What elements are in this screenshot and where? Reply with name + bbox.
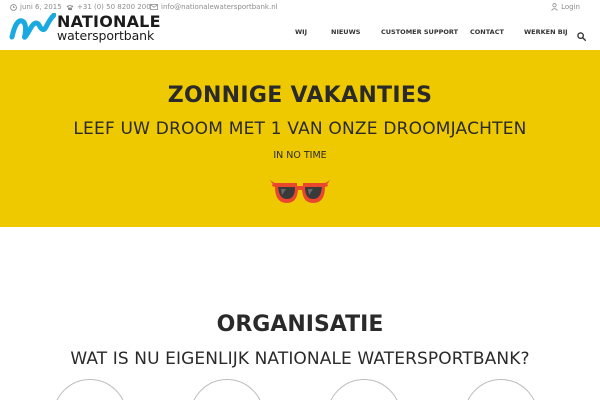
phone-info <box>66 3 151 11</box>
nav-customer-support[interactable]: CUSTOMER SUPPORT <box>381 28 459 36</box>
search-icon <box>577 32 586 41</box>
site-logo[interactable] <box>8 13 168 43</box>
phone-icon <box>66 4 74 11</box>
feature-circle[interactable] <box>464 379 538 400</box>
feature-circle[interactable] <box>53 379 127 400</box>
feature-circle[interactable] <box>190 379 264 400</box>
hero-banner <box>0 50 600 227</box>
hero-tagline: IN NO TIME <box>273 150 327 161</box>
clock-icon <box>10 4 17 11</box>
wave-logo-icon <box>8 13 56 43</box>
hero-subtitle: LEEF UW DROOM MET 1 VAN ONZE DROOMJACHTEN <box>73 119 527 139</box>
search-button[interactable] <box>577 26 586 45</box>
nav-contact[interactable]: CONTACT <box>470 28 504 36</box>
nav-nieuws[interactable]: NIEUWS <box>331 28 361 36</box>
hero-title: ZONNIGE VAKANTIES <box>167 83 433 108</box>
login-label: Login <box>561 3 580 11</box>
email-link[interactable]: info@nationalewatersportbank.nl <box>161 3 278 11</box>
section-subtitle: WAT IS NU EIGENLIJK NATIONALE WATERSPORTBANK? <box>70 349 530 369</box>
email-info <box>150 3 278 11</box>
logo-line-2: watersportbank <box>57 28 155 43</box>
feature-circle[interactable] <box>327 379 401 400</box>
envelope-icon <box>150 4 158 10</box>
date-text: juni 6, 2015 <box>20 3 62 11</box>
date-info <box>10 3 62 11</box>
login-link[interactable] <box>551 3 580 11</box>
phone-text[interactable]: +31 (0) 50 8200 200 <box>77 3 151 11</box>
user-icon <box>551 3 558 11</box>
nav-werken-bij[interactable]: WERKEN BIJ <box>524 28 568 36</box>
sunglasses-icon <box>270 177 330 205</box>
nav-wij[interactable]: WIJ <box>295 28 308 36</box>
section-title: ORGANISATIE <box>216 312 384 337</box>
logo-line-1: NATIONALE <box>57 12 161 31</box>
